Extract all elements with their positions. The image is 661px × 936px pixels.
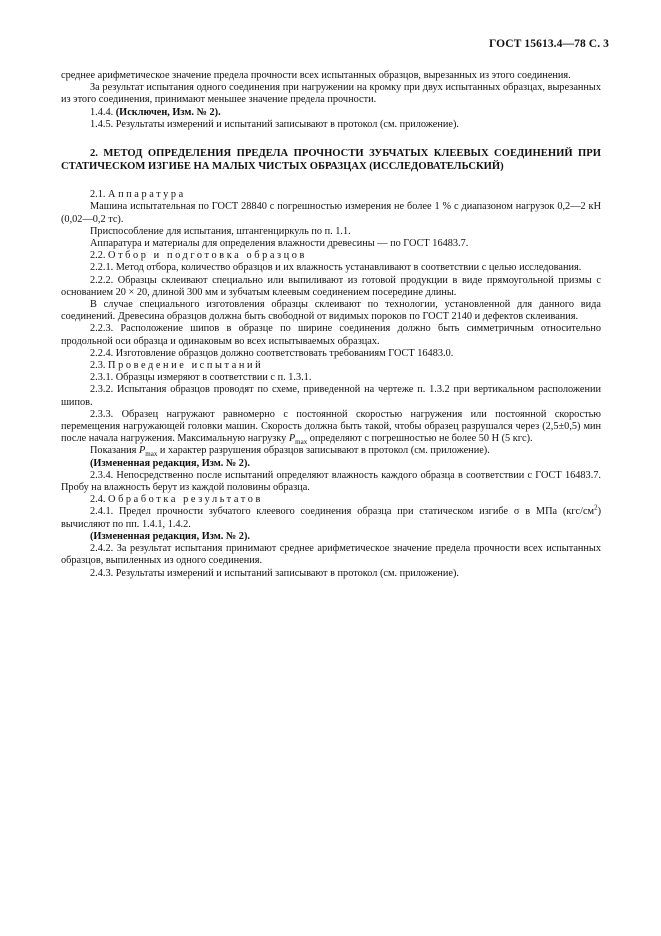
amendment-note: (Измененная редакция, Изм. № 2). xyxy=(90,457,250,469)
paragraph-1-4-4 xyxy=(61,107,601,119)
subsection-title-2-2: 2.2. Отбор и подготовка образцов xyxy=(90,250,308,262)
subsection-title-2-4: 2.4. Обработка результатов xyxy=(90,494,263,506)
paragraph: 2.2.2. Образцы склеивают специально или выпиливают из готовой продукции в виде прямоугольной призмы с основанием 20 × 20, длиной 300 мм и зубчатым клеевым соединением посередине длины. xyxy=(61,274,601,298)
subsection-title-2-3: 2.3. Проведение испытаний xyxy=(90,360,264,372)
paragraph: 2.2.1. Метод отбора, количество образцов и их влажность устанавливают в соответствии с целью исследования. xyxy=(90,262,582,274)
paragraph: 2.4.2. За результат испытания принимают среднее арифметическое значение предела прочности всех испытанных образцов, выпиленных из одного соединения. xyxy=(61,543,601,567)
paragraph: 2.3.1. Образцы измеряют в соответствии с п. 1.3.1. xyxy=(90,372,312,384)
paragraph: 2.3.4. Непосредственно после испытаний определяют влажность каждого образца в соответствии с ГОСТ 16483.7. Пробу на влажность берут из каждой половины образца. xyxy=(61,469,601,494)
paragraph: 2.3.2. Испытания образцов проводят по схеме, приведенной на чертеже п. 1.3.2 при вертикальном расположении шипов. xyxy=(61,384,601,408)
page-header: ГОСТ 15613.4—78 С. 3 xyxy=(488,38,609,50)
amendment-note: (Исключен, Изм. № 2). xyxy=(115,106,221,118)
paragraph-2-3-3: 2.3.3. Образец нагружают равномерно с постоянной скоростью нагружения или постоянной скоростью перемещения нагружающей головки машин. Скорость должна быть такой, чтобы образец разрушался через (2,5±0,5) мин после начала нагружения. Максимальную нагрузку $P_{max}$ определяют с погрешностью не более 50 Н (5 кгс). xyxy=(61,408,601,447)
paragraph: Показания $P_{max}$ и характер разрушения образцов записывают в протокол (см. приложение). xyxy=(90,445,490,459)
paragraph: За результат испытания одного соединения при нагружении на кромку при двух испытанных образцах, вырезанных из этого соединения, принимают меньшее значение предела прочности. xyxy=(61,82,601,106)
paragraph: 1.4.5. Результаты измерений и испытаний записывают в протокол (см. приложение). xyxy=(90,118,459,130)
section-heading: 2. МЕТОД ОПРЕДЕЛЕНИЯ ПРЕДЕЛА ПРОЧНОСТИ ЗУБЧАТЫХ КЛЕЕВЫХ СОЕДИНЕНИЙ ПРИ СТАТИЧЕСКОМ ИЗГИБЕ НА МАЛЫХ ЧИСТЫХ ОБРАЗЦАХ (ИССЛЕДОВАТЕЛЬСКИЙ) xyxy=(61,148,601,172)
document-body xyxy=(61,70,601,580)
paragraph: 2.2.4. Изготовление образцов должно соответствовать требованиям ГОСТ 16483.0. xyxy=(90,347,454,359)
amendment-note: (Измененная редакция, Изм. № 2). xyxy=(90,530,250,542)
paragraph: 2.2.3. Расположение шипов в образце по ширине соединения должно быть симметричным относительно продольной оси образца и одинаковым во всех испытываемых образцах. xyxy=(61,323,601,347)
paragraph: В случае специального изготовления образцы склеивают по технологии, установленной для данного вида соединений. Древесина образцов должна быть свободной от видимых пороков по ГОСТ 2140 и дефектов склеивания. xyxy=(61,299,601,323)
paragraph: Аппаратура и материалы для определения влажности древесины — по ГОСТ 16483.7. xyxy=(90,238,469,250)
paragraph: среднее арифметическое значение предела прочности всех испытанных образцов, вырезанных из этого соединения. xyxy=(61,70,571,81)
clause-number: 1.4.4. xyxy=(90,106,114,118)
paragraph: 2.4.3. Результаты измерений и испытаний записывают в протокол (см. приложение). xyxy=(90,567,459,579)
paragraph: Машина испытательная по ГОСТ 28840 с погрешностью измерения не более 1 % с диапазоном нагрузок 0,2—2 кН (0,02—0,2 тс). xyxy=(61,201,601,225)
subsection-title-2-1: 2.1. Аппаратура xyxy=(90,189,186,201)
paragraph: Приспособление для испытания, штангенциркуль по п. 1.1. xyxy=(90,225,351,237)
paragraph-2-4-1: 2.4.1. Предел прочности зубчатого клеевого соединения образца при статическом изгибе σ в МПа $(кгс/см^2)$ вычисляют по пп. 1.4.1, 1.4.2. xyxy=(61,504,601,530)
